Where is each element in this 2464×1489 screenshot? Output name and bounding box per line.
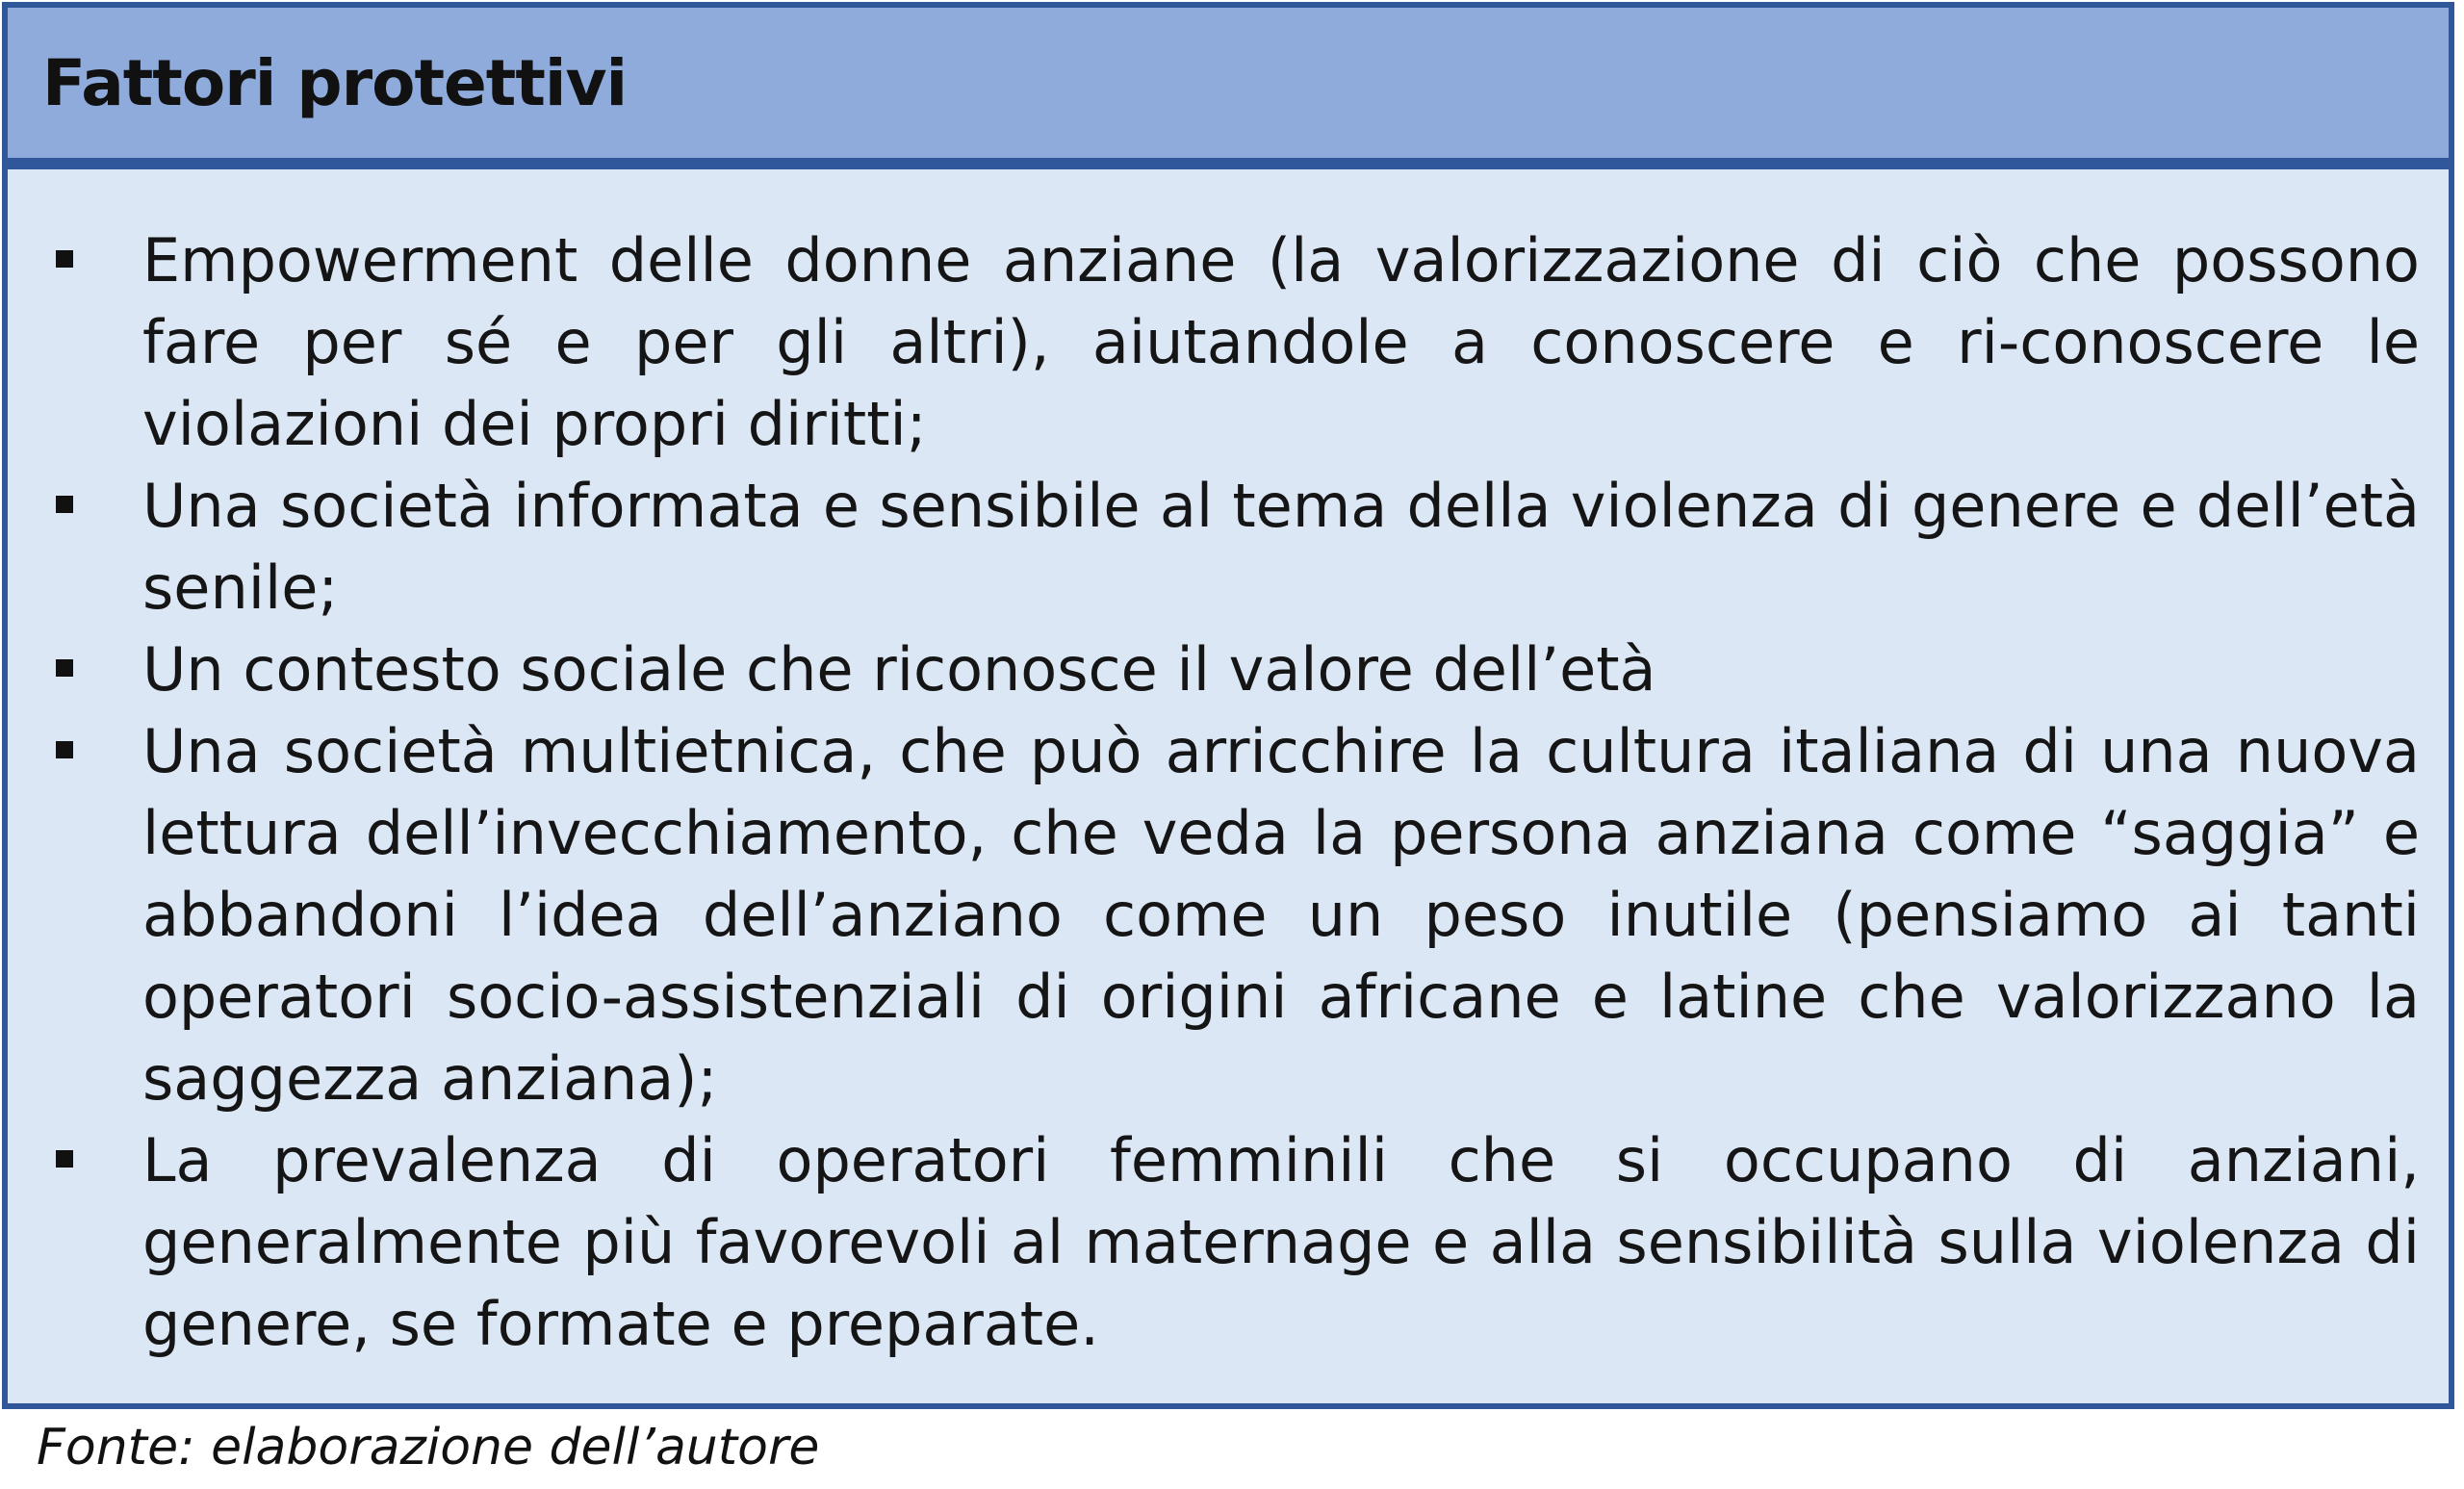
factors-list xyxy=(8,169,2449,1365)
list-item xyxy=(42,219,2420,465)
list-item-text: Una società multietnica, che può arricchire la cultura italiana di una nuova lettura dell’invecchiamento, che veda la persona anziana come “saggia” e abbandoni l’idea dell’anziano come un peso inutile (pensiamo ai tanti operatori socio-assistenziali di origini africane e latine che valorizzano la saggezza anziana); xyxy=(142,716,2420,1114)
list-item xyxy=(42,710,2420,1119)
square-bullet-icon xyxy=(42,219,142,301)
list-item-text: La prevalenza di operatori femminili che si occupano di anziani, generalmente più favorevoli al maternage e alla sensibilità sulla violenza di genere, se formate e preparate. xyxy=(142,1125,2420,1359)
source-caption: Fonte: elaborazione dell’autore xyxy=(37,1419,820,1476)
box-title: Fattori protettivi xyxy=(42,45,628,120)
square-bullet-icon xyxy=(42,710,142,792)
list-item xyxy=(42,629,2420,710)
box-header xyxy=(8,8,2449,169)
list-item-text: Una società informata e sensibile al tema della violenza di genere e dell’età senile; xyxy=(142,471,2420,623)
square-bullet-icon xyxy=(42,1119,142,1201)
protective-factors-box xyxy=(2,2,2454,1409)
list-item-text: Empowerment delle donne anziane (la valorizzazione di ciò che possono fare per sé e per gli altri), aiutandole a conoscere e ri-conoscere le violazioni dei propri diritti; xyxy=(142,225,2420,459)
list-item xyxy=(42,465,2420,629)
list-item-text: Un contesto sociale che riconosce il valore dell’età xyxy=(142,634,1656,705)
square-bullet-icon xyxy=(42,629,142,710)
list-item xyxy=(42,1119,2420,1365)
square-bullet-icon xyxy=(42,465,142,547)
